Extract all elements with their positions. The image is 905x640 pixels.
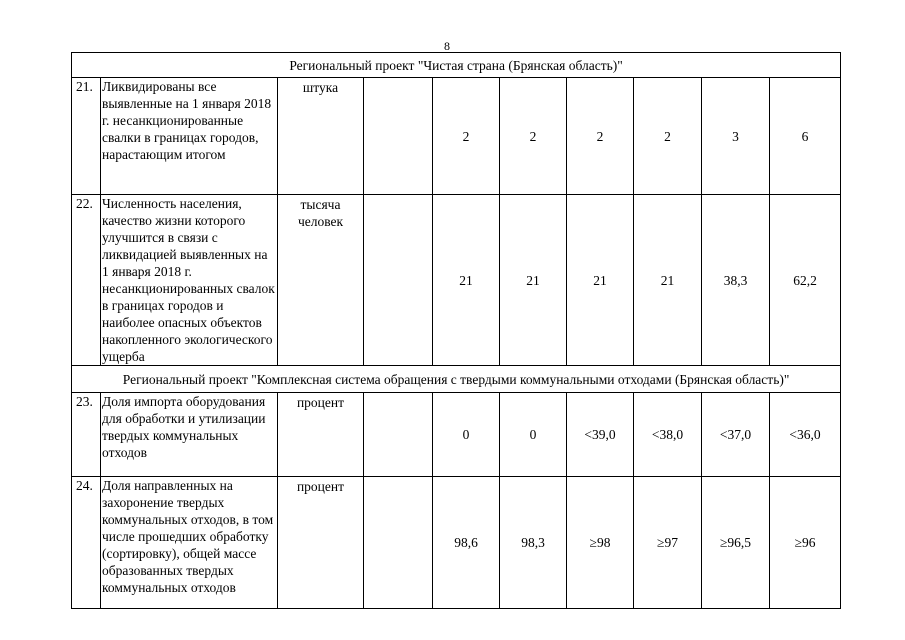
value-cell: 3 <box>702 78 770 195</box>
base-value <box>364 477 433 609</box>
unit-of-measure: процент <box>278 393 364 477</box>
indicators-table <box>71 52 841 609</box>
page-number: 8 <box>444 39 450 53</box>
unit-of-measure: процент <box>278 477 364 609</box>
value-cell: 2 <box>567 78 634 195</box>
value-cell: 21 <box>634 195 702 366</box>
value-cell: 0 <box>433 393 500 477</box>
value-cell: 2 <box>500 78 567 195</box>
table-row <box>72 78 841 195</box>
value-cell: 62,2 <box>770 195 841 366</box>
value-cell: 6 <box>770 78 841 195</box>
base-value <box>364 195 433 366</box>
row-number: 21. <box>72 78 101 195</box>
value-cell: 2 <box>433 78 500 195</box>
value-cell: <39,0 <box>567 393 634 477</box>
section-row <box>72 366 841 393</box>
base-value <box>364 78 433 195</box>
value-cell: <38,0 <box>634 393 702 477</box>
row-number: 22. <box>72 195 101 366</box>
indicator-name: Доля импорта оборудования для обработки и утилизации твердых коммунальных отходов <box>101 393 278 477</box>
value-cell: <37,0 <box>702 393 770 477</box>
base-value <box>364 393 433 477</box>
section-title: Региональный проект "Комплексная система обращения с твердыми коммунальными отходами (Брянская область)" <box>72 366 841 393</box>
section-row <box>72 53 841 78</box>
table-row <box>72 477 841 609</box>
section-title: Региональный проект "Чистая страна (Брянская область)" <box>72 53 841 78</box>
value-cell: 2 <box>634 78 702 195</box>
value-cell: ≥98 <box>567 477 634 609</box>
unit-of-measure: штука <box>278 78 364 195</box>
value-cell: 98,3 <box>500 477 567 609</box>
value-cell: 98,6 <box>433 477 500 609</box>
unit-of-measure: тысяча человек <box>278 195 364 366</box>
value-cell: 21 <box>500 195 567 366</box>
value-cell: ≥97 <box>634 477 702 609</box>
indicator-name: Численность населения, качество жизни которого улучшится в связи с ликвидацией выявленных на 1 января 2018 г. несанкционированных свалок в границах городов и наиболее опасных объектов накопленного экологического ущерба <box>101 195 278 366</box>
row-number: 24. <box>72 477 101 609</box>
indicator-name: Доля направленных на захоронение твердых коммунальных отходов, в том числе прошедших обработку (сортировку), общей массе образованных твердых коммунальных отходов <box>101 477 278 609</box>
table-row <box>72 393 841 477</box>
value-cell: 21 <box>567 195 634 366</box>
indicator-name: Ликвидированы все выявленные на 1 января 2018 г. несанкционированные свалки в границах городов, нарастающим итогом <box>101 78 278 195</box>
value-cell: <36,0 <box>770 393 841 477</box>
value-cell: 21 <box>433 195 500 366</box>
value-cell: ≥96,5 <box>702 477 770 609</box>
value-cell: ≥96 <box>770 477 841 609</box>
value-cell: 38,3 <box>702 195 770 366</box>
table-row <box>72 195 841 366</box>
value-cell: 0 <box>500 393 567 477</box>
row-number: 23. <box>72 393 101 477</box>
